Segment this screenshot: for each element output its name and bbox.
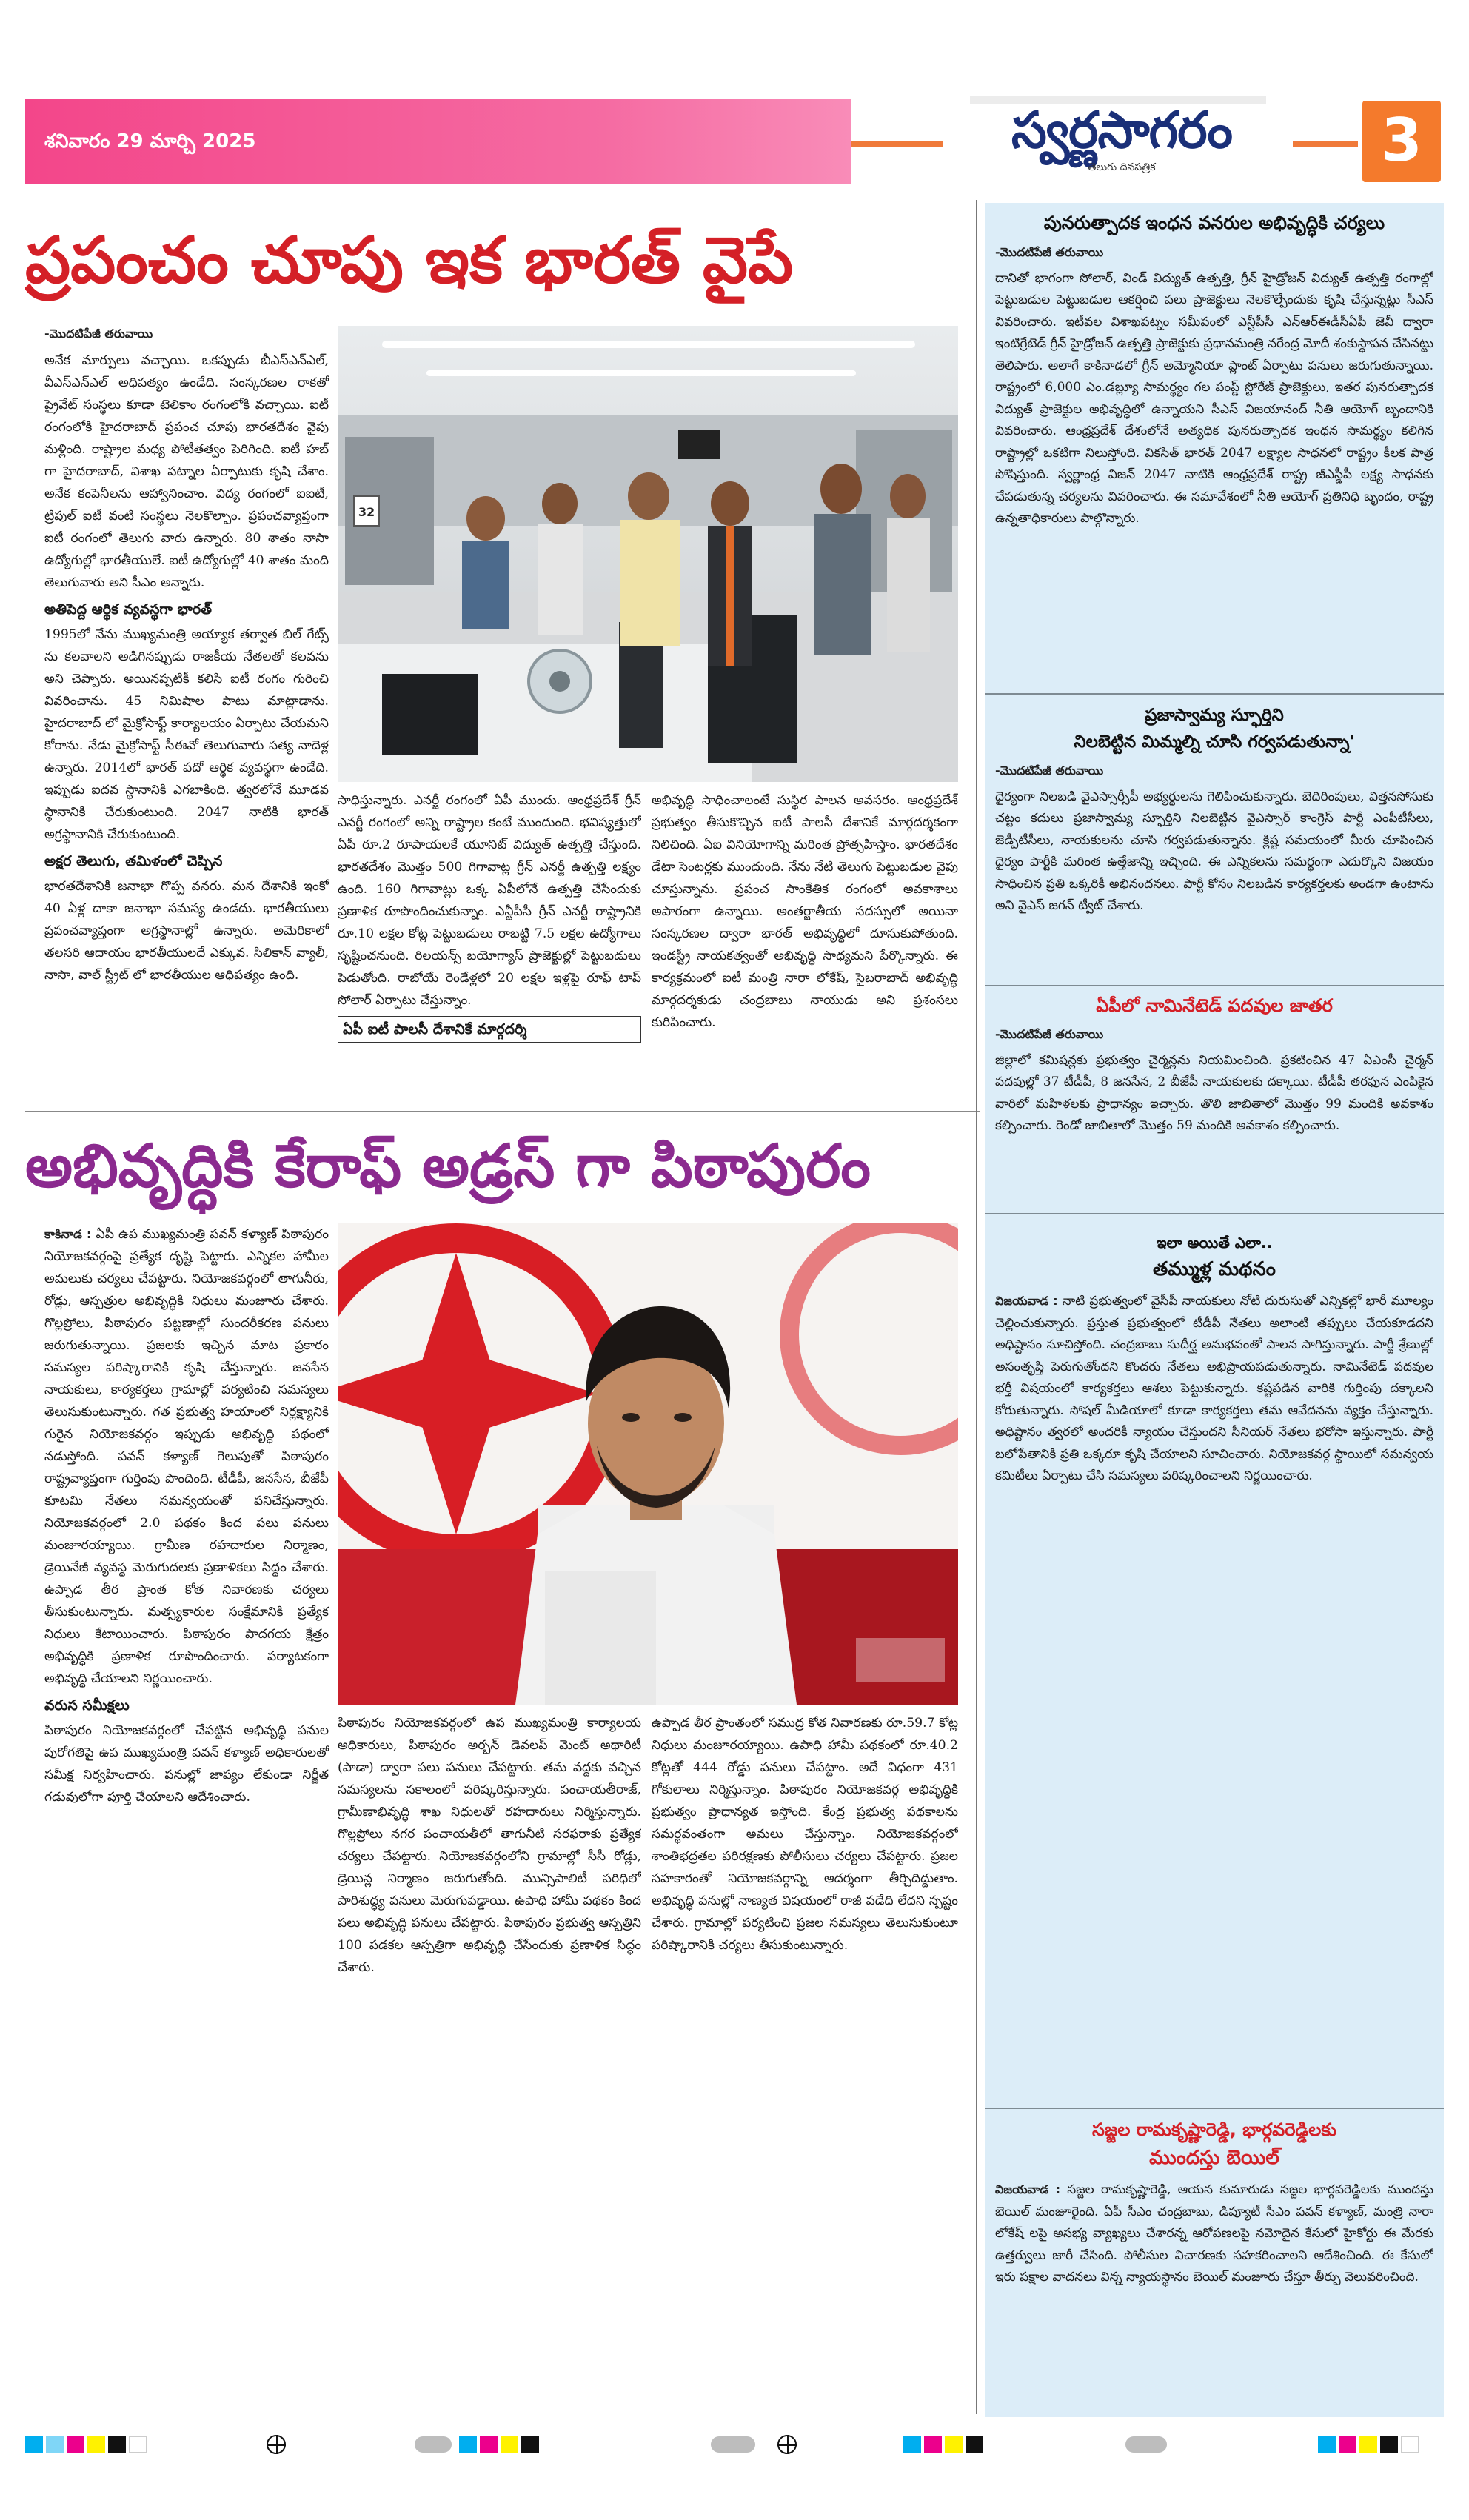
print-color-bar-right: [903, 2436, 1037, 2453]
registration-pill-1: [415, 2436, 452, 2453]
article2-subhead: వరుస సమీక్షలు: [44, 1697, 130, 1714]
sidebar-story-1-byline: -మొదటిపేజీ తరువాయి: [995, 245, 1104, 259]
color-swatch-black: [521, 2436, 539, 2453]
sidebar-divider-4: [985, 2108, 1444, 2109]
article1-paragraph-2: 1995లో నేను ముఖ్యమంత్రి అయ్యాక తర్వాత బిల్ గేట్స్ ను కలవాలని అడిగినప్పుడు రాజకీయ నేతలతో కలవను అని చెప్పారు. అయినప్పటికీ కలిసి ఐటీ రంగం గురించి వివరించాను. 45 నిమిషాల పాటు మాట్లాడాను. హైదరాబాద్ లో మైక్రోసాఫ్ట్ కార్యాలయం ఏర్పాటు చేయమని కోరాను. నేడు మైక్రోసాఫ్ట్ సీఈవో తెలుగువారు సత్య నాదెళ్ల ఉన్నారు. 2014లో భారత్ పదో ఆర్థిక వ్యవస్థగా ఉండేది. ఇప్పుడు ఐదవ స్థానానికి ఎగబాకింది. త్వరలోనే మూడవ స్థానానికి చేరుకుంటుంది. 2047 నాటికి భారత్ అగ్రస్థానానికి చేరుకుంటుంది.: [44, 627, 329, 842]
print-color-bar-left: [25, 2436, 203, 2453]
header-rule-right: [1293, 141, 1358, 147]
color-swatch-white: [129, 2436, 147, 2453]
sidebar-story-2-title-line1: ప్రజాస్వామ్య స్ఫూర్తిని: [1145, 706, 1284, 725]
leader-portrait-photo: [338, 1223, 958, 1705]
registration-pill-3: [1125, 2436, 1167, 2453]
article1-paragraph-3: భారతదేశానికి జనాభా గొప్ప వనరు. మన దేశానికి ఇంకో 40 ఏళ్ల దాకా జనాభా సమస్య ఉండదు. భారతీయులు ప్రపంచవ్యాప్తంగా అగ్రస్థానాల్లో ఉన్నారు. అమెరికాలో తలసరి ఆదాయం భారతీయులదే ఎక్కువ. సిలికాన్ వ్యాలీ, నాసా, వాల్ స్ట్రీట్ లో భారతీయుల ఆధిపత్యం ఉంది.: [44, 879, 329, 983]
sidebar-story-3-body: జిల్లాలో కమిషన్లకు ప్రభుత్వం చైర్మన్లను నియమించింది. ప్రకటించిన 47 ఏఎంసీ చైర్మన్ పదవుల్లో 37 టీడీపీ, 8 జనసేన, 2 బీజేపీ నాయకులకు దక్కాయి. టీడీపీ తరఫున ఎంపికైన వారిలో మహిళలకు ప్రాధాన్యం ఇచ్చారు. తొలి జాబితాలో మొత్తం 99 మందికి అవకాశం కల్పించారు. రెండో జాబితాలో మొత్తం 59 మందికి అవకాశం కల్పించారు.: [995, 1052, 1433, 1133]
registration-pill-2: [711, 2436, 755, 2453]
article1-subhead-2: అక్షర తెలుగు, తమిళంలో చెప్పిన: [44, 853, 223, 869]
sidebar-story-3-byline: -మొదటిపేజీ తరువాయి: [995, 1027, 1104, 1041]
print-color-bar-far-right: [1318, 2436, 1444, 2453]
sidebar-story-1: [995, 241, 1433, 690]
sidebar-divider-3: [985, 1213, 1444, 1214]
registration-mark-center: [777, 2435, 797, 2454]
color-swatch-yellow: [945, 2436, 963, 2453]
color-swatch-magenta: [480, 2436, 498, 2453]
article-headline-1: ప్రపంచం చూపు ఇక భారత్ వైపే: [25, 224, 794, 298]
sidebar-story-4-byline: విజయవాడ :: [995, 1294, 1058, 1308]
article-headline-2: అభివృద్ధికి కేరాఫ్ అడ్రస్ గా పిఠాపురం: [25, 1132, 871, 1200]
sidebar-story-2: [995, 760, 1433, 982]
article1-subhead-1: అతిపెద్ద ఆర్థిక వ్యవస్థగా భారత్: [44, 601, 212, 618]
article1-paragraph-5: అభివృద్ధి సాధించాలంటే సుస్థిర పాలన అవసరం. ఆంధ్రప్రదేశ్ ప్రభుత్వం తీసుకొచ్చిన ఐటీ పాలసీ దేశానికే మార్గదర్శకంగా నిలిచింది. ఏఐ వినియోగాన్ని మరింత ప్రోత్సహిస్తాం. భారతదేశం డేటా సెంటర్లకు ముందుంది. నేను నేటి తెలుగు పెట్టుబడుల వైపు చూస్తున్నాను. ప్రపంచ సాంకేతిక రంగంలో అవకాశాలు అపారంగా ఉన్నాయి. అంతర్జాతీయ సదస్సులో అయినా సంస్కరణల ద్వారా భారత్ అభివృద్ధిలో దూసుకుపోతుంది. ఇండస్ట్రీ నాయకత్వంతో అభివృద్ధి సాధ్యమని పేర్కొన్నారు. ఈ కార్యక్రమంలో ఐటీ మంత్రి నారా లోకేష్, సైబరాబాద్ అభివృద్ధి మార్గదర్శకుడు చంద్రబాబు నాయుడు అని ప్రశంసలు కురిపించారు.: [652, 793, 958, 1030]
article1-byline: -మొదటిపేజీ తరువాయి: [44, 327, 153, 341]
newspaper-logo: [963, 96, 1281, 178]
article1-paragraph-4: సాధిస్తున్నారు. ఎనర్జీ రంగంలో ఏపీ ముందు. ఆంధ్రప్రదేశ్ గ్రీన్ ఎనర్జీ రంగంలో అన్ని రాష్ట్రాల కంటే ముందుంది. భవిష్యత్తులో ఏపీ రూ.2 రూపాయలకే యూనిట్ విద్యుత్ ఉత్పత్తి చేస్తుంది. భారతదేశం మొత్తం 500 గిగావాట్ల గ్రీన్ ఎనర్జీ ఉత్పత్తి లక్ష్యం ఉంది. 160 గిగావాట్లు ఒక్క ఏపీలోనే ఉత్పత్తి చేసేందుకు ప్రణాళిక రూపొందించుకున్నాం. ఎన్టీపీసీ గ్రీన్ ఎనర్జీ రాష్ట్రానికి రూ.10 లక్షల కోట్ల పెట్టుబడులు రాబట్టి 7.5 లక్షల ఉద్యోగాలు సృష్టించనుంది. రిలయన్స్ బయోగ్యాస్ ప్రాజెక్టుల్లో పెట్టుబడులు పెడుతోంది. రాబోయే రెండేళ్లలో 20 లక్షల ఇళ్లపై రూఫ్ టాప్ సోలార్ ఏర్పాటు చేస్తున్నాం.: [338, 793, 641, 1008]
sidebar-story-5-title: [985, 2116, 1444, 2173]
sidebar-story-4-title-line2: తమ్ముళ్ల మథనం: [1153, 1258, 1276, 1280]
sidebar-story-5: [995, 2179, 1433, 2408]
date-banner: [25, 99, 851, 184]
column-rule: [976, 200, 977, 2414]
lab-visit-photo: [338, 326, 958, 782]
paper-tagline: తెలుగు దినపత్రిక: [1088, 161, 1156, 173]
color-swatch-magenta: [924, 2436, 942, 2453]
sidebar-story-5-title-line2: ముందస్తు బెయిల్: [1149, 2147, 1279, 2169]
sidebar-story-2-body: ధైర్యంగా నిలబడి వైఎస్సార్సీపీ అభ్యర్థులను గెలిపించుకున్నారు. బెదిరింపులు, విత్తనసోసుకు చట్టం కదులు ప్రజాస్వామ్య స్ఫూర్తిని నిలబెట్టిన వైఎస్సార్ కాంగ్రెస్ పార్టీ ఎంపీటీసీలు, జెడ్పీటీసీలు, నాయకులను చూసి గర్వపడుతున్నాను. క్లిష్ట సమయంలో మీరు చూపించిన ధైర్యం పార్టీకి మరింత ఉత్తేజాన్ని ఇచ్చింది. ఈ ఎన్నికలను సమర్థంగా ఎదుర్కొని విజయం సాధించిన ప్రతి ఒక్కరికీ అభినందనలు. పార్టీ కోసం నిలబడిన కార్యకర్తలకు అండగా ఉంటాను అని వైఎస్ జగన్ ట్వీట్ చేశారు.: [995, 789, 1433, 913]
article2-column-2: [338, 1712, 641, 2408]
sidebar-story-3: [995, 1023, 1433, 1209]
issue-date: శనివారం 29 మార్చి 2025: [44, 130, 256, 153]
article2-byline: కాకినాడ :: [44, 1227, 92, 1241]
masthead: [0, 0, 1469, 193]
article2-paragraph-3: పిఠాపురం నియోజకవర్గంలో ఉప ముఖ్యమంత్రి కార్యాలయ అధికారులు, పిఠాపురం అర్బన్ డెవలప్ మెంట్ అథారిటీ (పాడా) ద్వారా పలు పనులు చేపట్టారు. తమ వద్దకు వచ్చిన సమస్యలను సకాలంలో పరిష్కరిస్తున్నారు. పంచాయతీరాజ్, గ్రామీణాభివృద్ధి శాఖ నిధులతో రహదారులు నిర్మిస్తున్నారు. గొల్లప్రోలు నగర పంచాయతీలో తాగునీటి సరఫరాకు ప్రత్యేక చర్యలు చేపట్టారు. నియోజకవర్గంలోని గ్రామాల్లో సీసీ రోడ్లు, డ్రెయిన్ల నిర్మాణం జరుగుతోంది. మున్సిపాలిటీ పరిధిలో పారిశుద్ధ్య పనులు మెరుగుపడ్డాయి. ఉపాధి హామీ పథకం కింద పలు అభివృద్ధి పనులు చేపట్టారు. పిఠాపురం ప్రభుత్వ ఆస్పత్రిని 100 పడకల ఆస్పత్రిగా అభివృద్ధి చేసేందుకు ప్రణాళిక సిద్ధం చేశారు.: [338, 1716, 641, 1975]
color-swatch-cyan: [903, 2436, 921, 2453]
svg-text:32: 32: [358, 505, 375, 519]
sidebar-story-4: [995, 1290, 1433, 2097]
article1-column-2: [338, 789, 641, 1108]
sidebar-story-5-byline: విజయవాడ :: [995, 2182, 1061, 2196]
color-swatch-cyan-tint: [46, 2436, 64, 2453]
sidebar-divider-1: [985, 693, 1444, 695]
article2-column-1: [44, 1223, 329, 2408]
sidebar-story-1-body: దానితో భాగంగా సోలార్, విండ్ విద్యుత్ ఉత్పత్తి, గ్రీన్ హైడ్రోజన్ విద్యుత్ ఉత్పత్తి రంగాల్లో పెట్టుబడుల పెట్టుబడుల ఆకర్షించి పలు ప్రాజెక్టులు నెలకొల్పేందుకు కృషి చేస్తున్నట్లు సీఎస్ వివరించారు. ఇటీవల విశాఖపట్నం సమీపంలో ఎన్టీపీసీ ఎన్ఆర్ఈడీసీఏపీ జెవీ ద్వారా ఇంటిగ్రేటెడ్ గ్రీన్ హైడ్రోజన్ ఉత్పత్తి ప్రాజెక్టుకు ప్రధానమంత్రి నరేంద్ర మోదీ శంకుస్థాపన చేసినట్టు తెలిపారు. అలాగే కాకినాడలో గ్రీన్ అమ్మోనియా ప్లాంట్ ఏర్పాటు పనులు జరుగుతున్నాయి. రాష్ట్రంలో 6,000 ఎం.డబ్ల్యూ సామర్థ్యం గల పంప్డ్ స్టోరేజ్ ప్రాజెక్టులు, ఇతర పునరుత్పాదక విద్యుత్ ప్రాజెక్టుల అభివృద్ధిలో ఉన్నాయని సీఎస్ విజయానంద్ నీతి ఆయోగ్ బృందానికి వివరించారు. ఆంధ్రప్రదేశ్ దేశంలోనే అత్యధిక పునరుత్పాదక ఇంధన సామర్థ్యం కలిగిన రాష్ట్రాల్లో ఒకటిగా నిలుస్తోంది. వికసిత్ భారత్ 2047 లక్ష్యాల సాధనలో రాష్ట్రం కీలక పాత్ర పోషిస్తుంది. స్వర్ణాంధ్ర విజన్ 2047 నాటికి ఆంధ్రప్రదేశ్ రాష్ట్ర జీఎస్డీపీ లక్ష్య సాధనకు చేపడుతున్న చర్యలను వివరించారు. ఈ సమావేశంలో నీతి ఆయోగ్ ప్రతినిధి బృందం, రాష్ట్ర ఉన్నతాధికారులు పాల్గొన్నారు.: [995, 270, 1433, 526]
color-swatch-cyan: [25, 2436, 43, 2453]
article1-paragraph-1: అనేక మార్పులు వచ్చాయి. ఒకప్పుడు బీఎస్ఎన్ఎల్, వీఎస్ఎన్ఎల్ అధిపత్యం ఉండేది. సంస్కరణల రాకతో ప్రైవేట్ సంస్థలు కూడా టెలికాం రంగంలోకి వచ్చాయి. ఐటీ రంగంలోకి హైదరాబాద్ ప్రపంచ చూపు భారతదేశం వైపు మళ్లింది. రాష్ట్రాల మధ్య పోటీతత్వం పెరిగింది. ఐటీ హబ్ గా హైదరాబాద్, విశాఖ పట్నాల ఏర్పాటుకు కృషి చేశాం. అనేక కంపెనీలను ఆహ్వానించాం. విద్య రంగంలో ఐఐటీ, ట్రిపుల్ ఐటీ వంటి సంస్థలు నెలకొల్పాం. ప్రపంచవ్యాప్తంగా ఐటీ రంగంలో తెలుగు వారు ఉన్నారు. 80 శాతం నాసా ఉద్యోగుల్లో భారతీయులే. ఐటీ ఉద్యోగుల్లో 40 శాతం మంది తెలుగువారు అని సీఎం అన్నారు.: [44, 353, 329, 590]
article2-paragraph-4: ఉప్పాడ తీర ప్రాంతంలో సముద్ర కోత నివారణకు రూ.59.7 కోట్ల నిధులు మంజూరయ్యాయి. ఉపాధి హామీ పథకంలో రూ.40.2 కోట్లతో 444 రోడ్డు పనులు చేపట్టాం. అదే విధంగా 431 గోకులాలు నిర్మిస్తున్నాం. పిఠాపురం నియోజకవర్గ అభివృద్ధికి ప్రభుత్వం ప్రాధాన్యత ఇస్తోంది. కేంద్ర ప్రభుత్వ పథకాలను సమర్థవంతంగా అమలు చేస్తున్నాం. నియోజకవర్గంలో శాంతిభద్రతల పరిరక్షణకు పోలీసులు చర్యలు చేపట్టారు. ప్రజల సహకారంతో నియోజకవర్గాన్ని ఆదర్శంగా తీర్చిదిద్దుతాం. అభివృద్ధి పనుల్లో నాణ్యత విషయంలో రాజీ పడేది లేదని స్పష్టం చేశారు. గ్రామాల్లో పర్యటించి ప్రజల సమస్యలు తెలుసుకుంటూ పరిష్కారానికి చర్యలు తీసుకుంటున్నారు.: [652, 1716, 958, 1953]
sidebar-story-4-title-line1: ఇలా అయితే ఎలా..: [1156, 1234, 1273, 1251]
color-swatch-black: [108, 2436, 126, 2453]
print-color-bar-center: [459, 2436, 592, 2453]
sidebar-story-5-body: సజ్జల రామకృష్ణారెడ్డి, ఆయన కుమారుడు సజ్జల భార్గవరెడ్డిలకు ముందస్తు బెయిల్ మంజూరైంది. ఏపీ సీఎం చంద్రబాబు, డిప్యూటీ సీఎం పవన్ కళ్యాణ్, మంత్రి నారా లోకేష్ లపై అసభ్య వ్యాఖ్యలు చేశారన్న ఆరోపణలపై నమోదైన కేసులో హైకోర్టు ఈ మేరకు ఉత్తర్వులు జారీ చేసింది. పోలీసుల విచారణకు సహకరించాలని ఆదేశించింది. ఈ కేసులో ఇరు పక్షాల వాదనలు విన్న న్యాయస్థానం బెయిల్ మంజూరు చేస్తూ తీర్పు వెలువరించింది.: [995, 2182, 1433, 2285]
sidebar-story-2-title-line2: నిలబెట్టిన మిమ్మల్ని చూసి గర్వపడుతున్నా': [1074, 732, 1355, 752]
article2-paragraph-1: ఏపీ ఉప ముఖ్యమంత్రి పవన్ కళ్యాణ్ పిఠాపురం నియోజకవర్గంపై ప్రత్యేక దృష్టి పెట్టారు. ఎన్నికల హామీల అమలుకు చర్యలు చేపట్టారు. నియోజకవర్గంలో తాగునీరు, రోడ్లు, ఆస్పత్రుల అభివృద్ధికి నిధులు మంజూరు చేశారు. గొల్లప్రోలు, పిఠాపురం పట్టణాల్లో సుందరీకరణ పనులు జరుగుతున్నాయి. ప్రజలకు ఇచ్చిన మాట ప్రకారం సమస్యల పరిష్కారానికి కృషి చేస్తున్నారు. జనసేన నాయకులు, కార్యకర్తలు గ్రామాల్లో పర్యటించి సమస్యలు తెలుసుకుంటున్నారు. గత ప్రభుత్వ హయాంలో నిర్లక్ష్యానికి గురైన నియోజకవర్గం ఇప్పుడు అభివృద్ధి పథంలో నడుస్తోంది. పవన్ కళ్యాణ్ గెలుపుతో పిఠాపురం రాష్ట్రవ్యాప్తంగా గుర్తింపు పొందింది. టీడీపీ, జనసేన, బీజేపీ కూటమి నేతలు సమన్వయంతో పనిచేస్తున్నారు. నియోజకవర్గంలో 2.0 పథకం కింద పలు పనులు మంజూరయ్యాయి. గ్రామీణ రహదారుల నిర్మాణం, డ్రెయినేజీ వ్యవస్థ మెరుగుదలకు ప్రణాళికలు సిద్ధం చేశారు. ఉప్పాడ తీర ప్రాంత కోత నివారణకు చర్యలు తీసుకుంటున్నారు. మత్స్యకారుల సంక్షేమానికి ప్రత్యేక నిధులు కేటాయించారు. పిఠాపురం పాదగయ క్షేత్రం అభివృద్ధికి ప్రణాళిక రూపొందించారు. పర్యాటకంగా అభివృద్ధి చేయాలని నిర్ణయించారు.: [44, 1227, 329, 1686]
page-number-box: [1362, 101, 1441, 182]
color-swatch-white: [1401, 2436, 1419, 2453]
sidebar: [985, 203, 1444, 2417]
registration-mark-left: [267, 2435, 286, 2454]
sidebar-story-1-title: పునరుత్పాదక ఇంధన వనరుల అభివృద్ధికి చర్యలు: [1043, 213, 1385, 233]
article1-subhead-3: ఏపీ ఐటీ పాలసీ దేశానికే మార్గదర్శి: [338, 1016, 641, 1043]
header-rule-left: [851, 141, 943, 147]
article2-photo: [338, 1223, 958, 1705]
page-number: 3: [1381, 106, 1422, 175]
color-swatch-cyan: [1318, 2436, 1336, 2453]
section-divider: [25, 1111, 980, 1112]
sidebar-divider-2: [985, 985, 1444, 986]
color-swatch-cyan: [459, 2436, 477, 2453]
sidebar-story-5-title-line1: సజ్జల రామకృష్ణారెడ్డి, భార్గవరెడ్డిలకు: [1091, 2119, 1337, 2140]
color-swatch-black: [966, 2436, 983, 2453]
paper-name: స్వర్ణసాగరం: [1011, 101, 1232, 160]
sidebar-story-4-body: నాటి ప్రభుత్వంలో వైసీపీ నాయకులు నోటి దురుసుతో ఎన్నికల్లో భారీ మూల్యం చెల్లించుకున్నారు. ప్రస్తుత ప్రభుత్వంలో టీడీపీ నేతలు అలాంటి తప్పులు చేయకూడదని అధిష్టానం సూచిస్తోంది. చంద్రబాబు సుదీర్ఘ అనుభవంతో పాలన సాగిస్తున్నారు. పార్టీ శ్రేణుల్లో అసంతృప్తి పెరుగుతోందని కొందరు నేతలు అభిప్రాయపడుతున్నారు. నామినేటెడ్ పదవుల భర్తీ విషయంలో కార్యకర్తలు ఆశలు పెట్టుకున్నారు. కష్టపడిన వారికి గుర్తింపు దక్కాలని కోరుతున్నారు. సోషల్ మీడియాలో కూడా కార్యకర్తలు తమ ఆవేదనను వ్యక్తం చేస్తున్నారు. అధిష్టానం త్వరలో అందరికీ న్యాయం చేస్తుందని సీనియర్ నేతలు భరోసా ఇస్తున్నారు. పార్టీ బలోపేతానికి ప్రతి ఒక్కరూ కృషి చేయాలని సూచించారు. నియోజకవర్గ స్థాయిలో సమన్వయ కమిటీలు ఏర్పాటు చేసి సమస్యలు పరిష్కరించాలని నిర్ణయించారు.: [995, 1294, 1433, 1483]
color-swatch-magenta: [67, 2436, 84, 2453]
sidebar-story-4-title: [985, 1231, 1444, 1284]
color-swatch-magenta: [1339, 2436, 1356, 2453]
article1-photo: [338, 326, 958, 782]
article2-paragraph-2: పిఠాపురం నియోజకవర్గంలో చేపట్టిన అభివృద్ధి పనుల పురోగతిపై ఉప ముఖ్యమంత్రి పవన్ కళ్యాణ్ అధికారులతో సమీక్ష నిర్వహించారు. పనుల్లో జాప్యం లేకుండా నిర్ణీత గడువులోగా పూర్తి చేయాలని ఆదేశించారు.: [44, 1723, 329, 1805]
color-swatch-yellow: [1359, 2436, 1377, 2453]
color-swatch-yellow: [87, 2436, 105, 2453]
color-swatch-yellow: [501, 2436, 518, 2453]
article1-column-3: [652, 789, 958, 1108]
sidebar-story-2-title: [985, 702, 1444, 755]
color-swatch-black: [1380, 2436, 1398, 2453]
sidebar-story-3-title: ఏపీలో నామినేటెడ్ పదవుల జాతర: [1096, 995, 1333, 1016]
article1-column-1: [44, 323, 329, 1108]
sidebar-story-2-byline: -మొదటిపేజీ తరువాయి: [995, 763, 1104, 778]
article2-column-3: [652, 1712, 958, 2408]
